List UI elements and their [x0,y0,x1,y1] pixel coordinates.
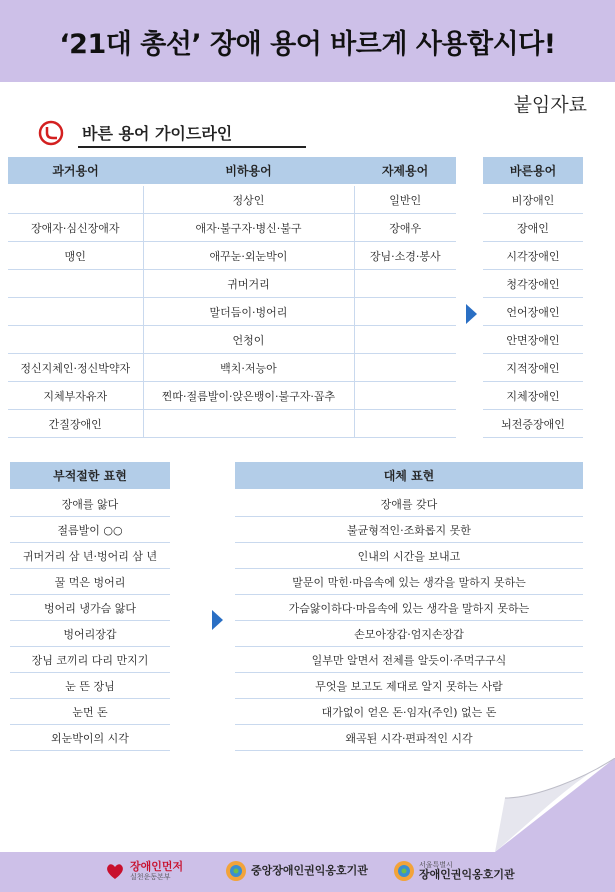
table-row [483,242,583,270]
replacement-expression-cell: 인내의 시간을 보내고 [235,543,583,569]
table-row [8,382,456,410]
header-inappropriate-expressions: 부적절한 표현 [10,462,170,490]
inappropriate-expression-cell: 외눈박이의 시각 [10,725,170,751]
agency-logo-icon [225,860,247,882]
correct-term-cell: 장애인 [483,214,583,242]
table-row [8,354,456,382]
correct-term-cell: 안면장애인 [483,326,583,354]
inappropriate-expression-cell: 장님 코끼리 다리 만지기 [10,647,170,673]
table-row [235,673,583,699]
derogatory-term-cell: 백치·저능아 [143,354,354,382]
table-row [8,214,456,242]
restrained-term-cell: 장애우 [354,214,456,242]
logo1-name: 장애인먼저 [130,860,184,873]
inappropriate-expression-cell: 벙어리 냉가슴 앓다 [10,595,170,621]
past-term-cell: 지체부자유자 [8,382,143,410]
restrained-term-cell [354,410,456,438]
header-correct-terms: 바른용어 [483,157,583,185]
derogatory-term-cell: 정상인 [143,185,354,214]
past-term-cell [8,326,143,354]
table-row [10,543,170,569]
inappropriate-expression-cell: 벙어리장갑 [10,621,170,647]
replacement-expression-cell: 일부만 알면서 전체를 알듯이·주먹구구식 [235,647,583,673]
past-term-cell [8,270,143,298]
table-row [483,214,583,242]
guide-heading [38,117,268,149]
derogatory-term-cell: 말더듬이·벙어리 [143,298,354,326]
table-row [10,647,170,673]
table-row [235,725,583,751]
guide-heading-text: 바른 용어 가이드라인 [82,124,233,143]
table-row [8,410,456,438]
logo3-top: 서울특별시 [419,861,453,869]
correct-term-cell: 시각장애인 [483,242,583,270]
arrow-right-icon [212,610,223,630]
replacement-expression-cell: 무엇을 보고도 제대로 알지 못하는 사람 [235,673,583,699]
page-title: ‘21대 총선’ 장애 용어 바르게 사용합시다! [59,28,556,60]
header-past-terms: 과거용어 [8,157,143,185]
table-row [483,382,583,410]
inappropriate-expression-cell: 눈 뜬 장님 [10,673,170,699]
table-row [10,725,170,751]
table-row [10,569,170,595]
table-row [10,595,170,621]
table-row [8,326,456,354]
header-derogatory-terms: 비하용어 [143,157,354,185]
table-row [10,699,170,725]
correct-term-cell: 지적장애인 [483,354,583,382]
inappropriate-expression-cell: 절름발이 ○○ [10,517,170,543]
replacement-expression-cell: 장애를 갖다 [235,490,583,517]
replacement-expression-cell: 불균형적인·조화롭지 못한 [235,517,583,543]
past-term-cell: 맹인 [8,242,143,270]
table-row [235,569,583,595]
derogatory-term-cell: 찐따·절름발이·앉은뱅이·불구자·꼽추 [143,382,354,410]
ballot-stamp-icon [38,120,64,146]
correct-term-cell: 뇌전증장애인 [483,410,583,438]
seoul-agency-logo-icon [393,860,415,882]
header-replacement-expressions: 대체 표현 [235,462,583,490]
table-row [8,298,456,326]
correct-term-cell: 언어장애인 [483,298,583,326]
derogatory-term-cell: 귀머거리 [143,270,354,298]
table-row [8,185,456,214]
correct-terms-table [483,157,583,438]
inappropriate-expression-cell: 눈먼 돈 [10,699,170,725]
replacement-expressions-table [235,462,583,751]
logo-seoul-agency [393,860,515,882]
past-term-cell [8,298,143,326]
table-row [483,270,583,298]
table-row [235,517,583,543]
footer-logos [0,852,615,892]
derogatory-term-cell: 애자·불구자·병신·불구 [143,214,354,242]
table-row [483,326,583,354]
replacement-expression-cell: 대가없이 얻은 돈·임자(주인) 없는 돈 [235,699,583,725]
logo2-name: 중앙장애인권익옹호기관 [251,864,368,877]
replacement-expression-cell: 손모아장갑·엄지손장갑 [235,621,583,647]
derogatory-term-cell: 언청이 [143,326,354,354]
table-row [10,490,170,517]
table-row [8,242,456,270]
arrow-right-icon [466,304,477,324]
inappropriate-expression-cell: 귀머거리 삼 년·벙어리 삼 년 [10,543,170,569]
inappropriate-expression-cell: 꿀 먹은 벙어리 [10,569,170,595]
replacement-expression-cell: 왜곡된 시각·편파적인 시각 [235,725,583,751]
correct-term-cell: 청각장애인 [483,270,583,298]
restrained-term-cell [354,354,456,382]
restrained-term-cell [354,298,456,326]
table-row [235,647,583,673]
restrained-term-cell [354,270,456,298]
heart-logo-icon [104,860,126,882]
replacement-expression-cell: 말문이 막힌·마음속에 있는 생각을 말하지 못하는 [235,569,583,595]
page-curl [495,758,615,852]
guide-underline [78,146,306,148]
table-row [235,621,583,647]
table-row [235,490,583,517]
inappropriate-expression-cell: 장애를 앓다 [10,490,170,517]
table-row [483,298,583,326]
past-term-cell: 간질장애인 [8,410,143,438]
replacement-expression-cell: 가슴앓이하다·마음속에 있는 생각을 말하지 못하는 [235,595,583,621]
header-restrained-terms: 자제용어 [354,157,456,185]
terms-table [8,157,456,438]
table-row [483,410,583,438]
attachment-label: 붙임자료 [513,94,587,116]
correct-term-cell: 비장애인 [483,185,583,214]
restrained-term-cell: 일반인 [354,185,456,214]
restrained-term-cell [354,382,456,410]
table-row [235,699,583,725]
logo-central-agency [225,860,368,882]
correct-term-cell: 지체장애인 [483,382,583,410]
past-term-cell: 장애자·심신장애자 [8,214,143,242]
logo1-sub: 실천운동본부 [130,873,171,881]
restrained-term-cell [354,326,456,354]
table-row [235,543,583,569]
table-row [10,621,170,647]
table-row [10,673,170,699]
past-term-cell [8,185,143,214]
inappropriate-expressions-table [10,462,170,751]
table-row [8,270,456,298]
derogatory-term-cell [143,410,354,438]
table-row [10,517,170,543]
table-row [483,185,583,214]
table-row [235,595,583,621]
restrained-term-cell: 장님·소경·봉사 [354,242,456,270]
derogatory-term-cell: 애꾸눈·외눈박이 [143,242,354,270]
logo3-name: 장애인권익옹호기관 [419,868,515,881]
table-row [483,354,583,382]
logo-disability-first [104,860,183,882]
past-term-cell: 정신지체인·정신박약자 [8,354,143,382]
